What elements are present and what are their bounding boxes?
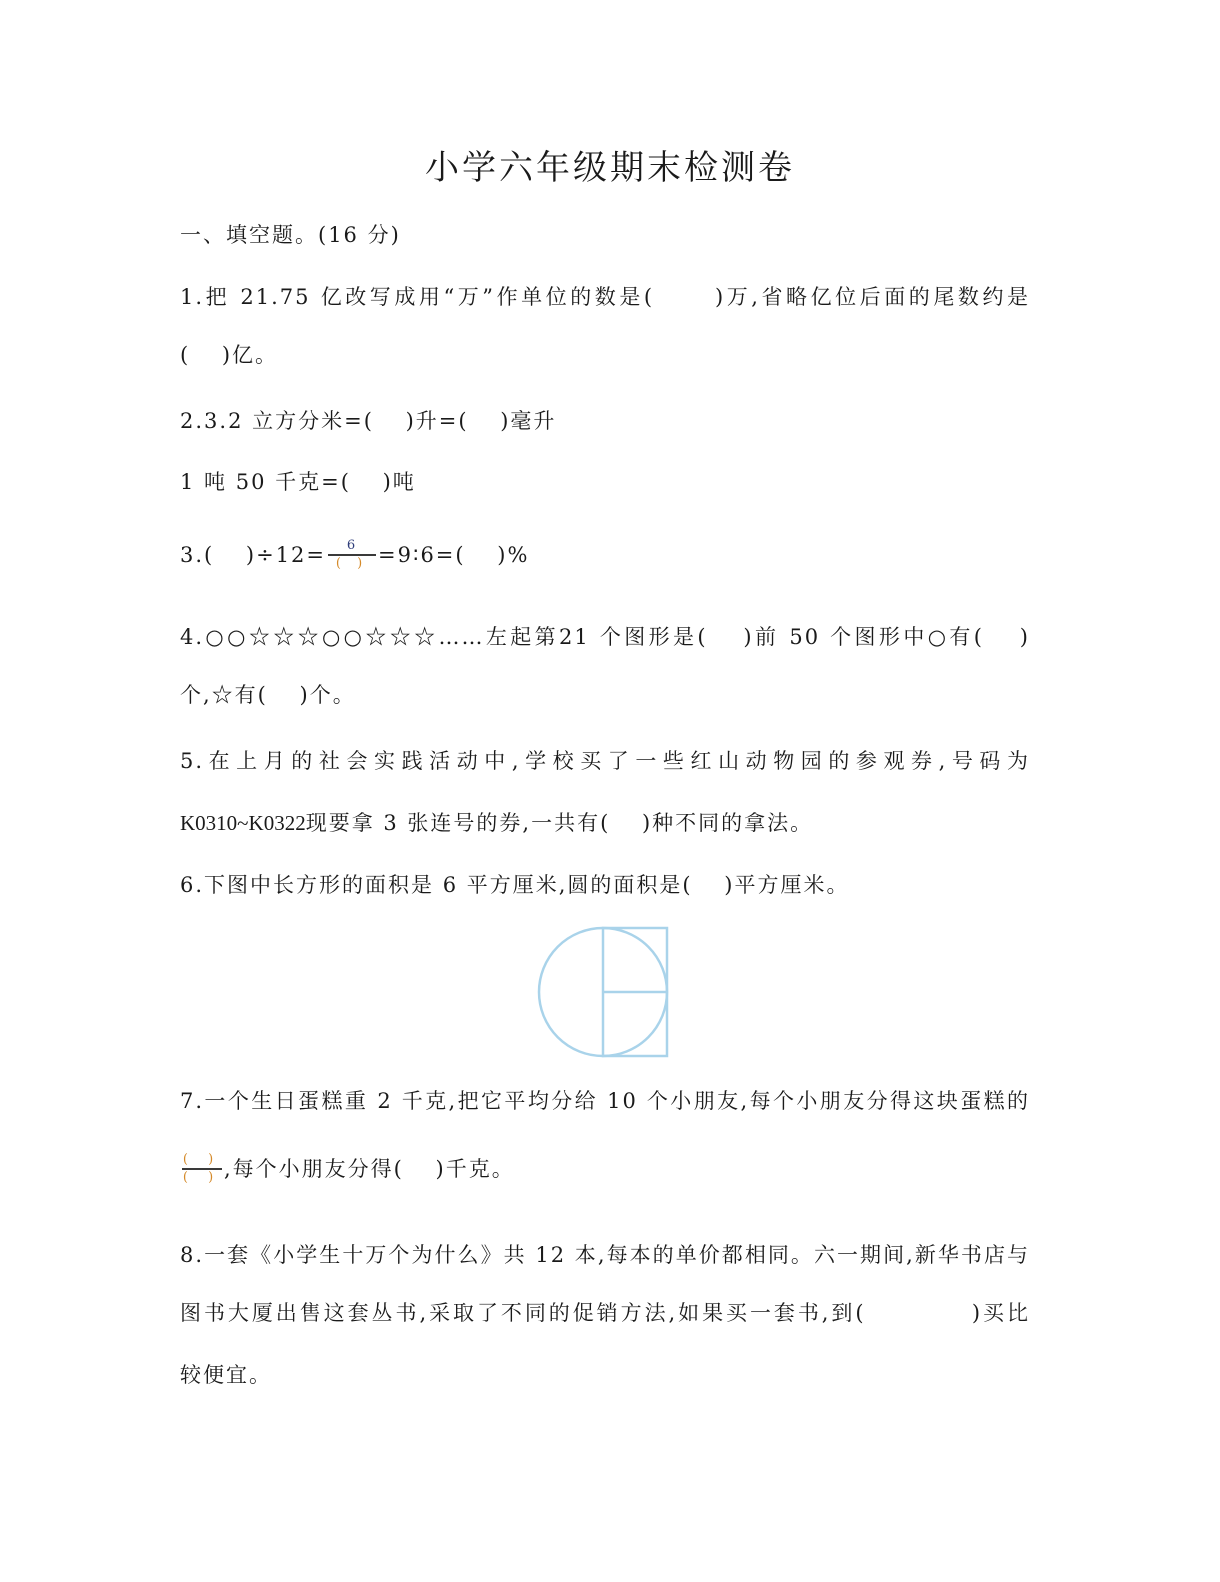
question-7-line-2 — [180, 1151, 515, 1187]
ticket-code-range: K0310~K0322 — [180, 811, 306, 835]
question-6: 6.下图中长方形的面积是 6 平方厘米,圆的面积是( )平方厘米。 — [180, 873, 850, 897]
question-5-line-2 — [180, 808, 813, 838]
question-1-line-2: ( )亿。 — [180, 343, 279, 367]
question-5-line-2-rest: 现要拿 3 张连号的券,一共有( )种不同的拿法。 — [305, 811, 814, 835]
question-3 — [180, 537, 530, 573]
question-3-fraction-numerator: 6 — [346, 537, 358, 553]
question-7-fraction-numerator: ( ) — [182, 1151, 222, 1167]
question-2-line-2: 1 吨 50 千克=( )吨 — [180, 470, 416, 494]
question-3-after: =9∶6=( )% — [378, 543, 530, 567]
question-1-line-1: 1.把 21.75 亿改写成用“万”作单位的数是( )万,省略亿位后面的尾数约是 — [180, 285, 1030, 309]
question-4-line-1: 4.○○☆☆☆○○☆☆☆……左起第21 个图形是( )前 50 个图形中○有( ) — [180, 625, 1030, 649]
question-7-fraction — [182, 1153, 222, 1185]
question-2-line-1: 2.3.2 立方分米=( )升=( )毫升 — [180, 409, 557, 433]
question-8-line-2: 图书大厦出售这套丛书,采取了不同的促销方法,如果买一套书,到( )买比 — [180, 1301, 1030, 1325]
question-5-line-1: 5.在上月的社会实践活动中,学校买了一些红山动物园的参观券,号码为 — [180, 749, 1030, 773]
circle-rectangle-figure — [534, 922, 674, 1062]
section-heading: 一、填空题。(16 分) — [180, 223, 401, 247]
question-4-line-2: 个,☆有( )个。 — [180, 683, 356, 707]
question-8-line-3: 较便宜。 — [180, 1363, 272, 1387]
question-7-line-2-rest: ,每个小朋友分得( )千克。 — [224, 1157, 515, 1181]
question-3-fraction — [328, 539, 376, 571]
question-3-fraction-denominator: ( ) — [335, 555, 369, 571]
page-title: 小学六年级期末检测卷 — [425, 148, 795, 188]
question-7-line-1: 7.一个生日蛋糕重 2 千克,把它平均分给 10 个小朋友,每个小朋友分得这块蛋糕的 — [180, 1089, 1030, 1113]
question-3-before: 3.( )÷12= — [180, 543, 327, 567]
question-8-line-1: 8.一套《小学生十万个为什么》共 12 本,每本的单价都相同。六一期间,新华书店与 — [180, 1243, 1030, 1267]
question-7-fraction-denominator: ( ) — [182, 1169, 222, 1185]
